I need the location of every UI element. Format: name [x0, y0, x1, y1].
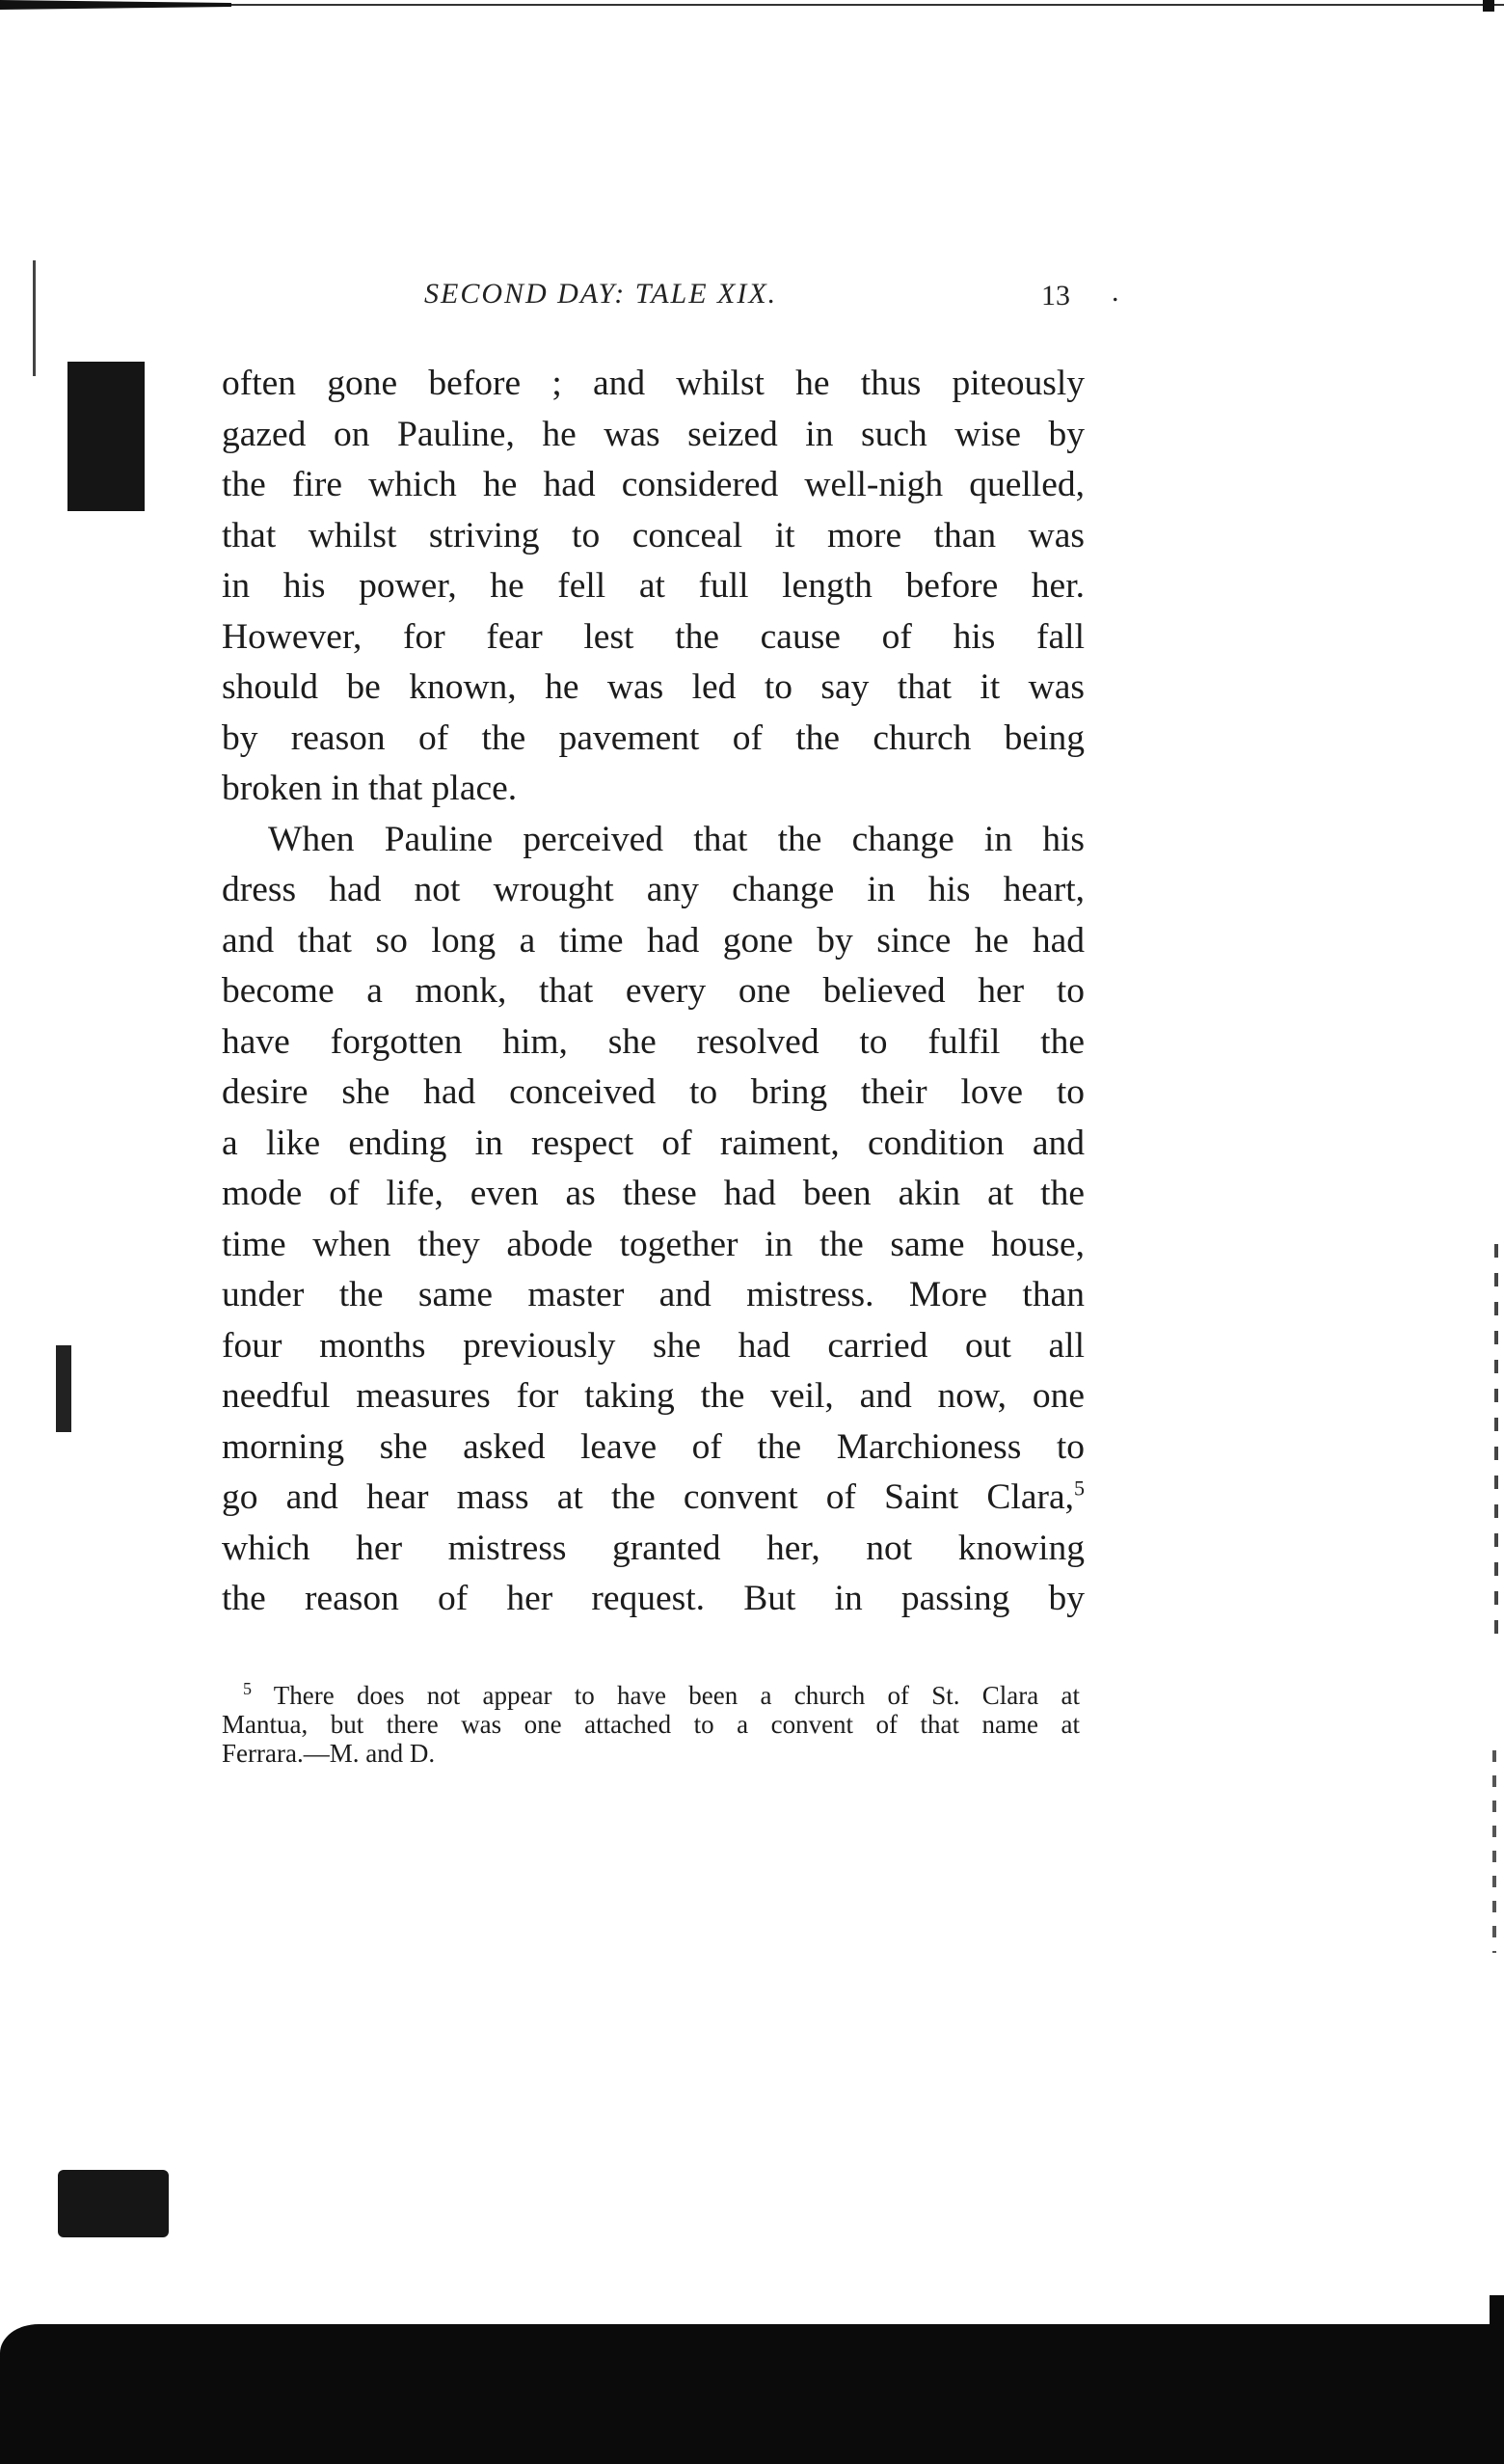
- text-line: should be known, he was led to say that it was: [222, 667, 1085, 707]
- text-line: the reason of her request. But in passing by: [222, 1579, 1085, 1618]
- binding-shadow-bottom: [58, 2170, 169, 2237]
- text-line: which her mistress granted her, not knowing: [222, 1528, 1085, 1568]
- right-edge-specks-lower: [1492, 1750, 1496, 1953]
- binding-shadow-top: [67, 362, 145, 511]
- text-line: four months previously she had carried out all: [222, 1325, 1085, 1366]
- footnote-marker: 5: [243, 1679, 252, 1698]
- text-line: and that so long a time had gone by since he had: [222, 920, 1085, 961]
- page-number: 13: [1041, 280, 1070, 311]
- text-line: have forgotten him, she resolved to fulfil the: [222, 1021, 1085, 1062]
- bottom-scan-edge: [0, 2324, 1504, 2464]
- text-line: time when they abode together in the same house,: [222, 1224, 1085, 1264]
- text-line: However, for fear lest the cause of his fall: [222, 616, 1085, 657]
- footnote-line: [222, 1681, 1080, 1710]
- binding-shadow-middle: [56, 1345, 71, 1432]
- text-line: by reason of the pavement of the church being: [222, 718, 1085, 758]
- text-line: a like ending in respect of raiment, condition and: [222, 1123, 1085, 1163]
- text-line: in his power, he fell at full length before her.: [222, 566, 1085, 606]
- text-line: become a monk, that every one believed her to: [222, 971, 1085, 1011]
- footnote-line: Ferrara.—M. and D.: [222, 1739, 436, 1768]
- text-line: that whilst striving to conceal it more than was: [222, 515, 1085, 555]
- text-line-content: go and hear mass at the convent of Saint Clara,: [222, 1477, 1074, 1517]
- right-edge-specks: [1494, 1244, 1498, 1649]
- body-text: [222, 359, 1085, 1625]
- top-corner-mark: [1483, 0, 1494, 12]
- running-head-title: SECOND DAY: TALE XIX.: [424, 278, 778, 310]
- text-line: needful measures for taking the veil, and now, one: [222, 1376, 1085, 1416]
- bottom-corner-edge: [1490, 2295, 1504, 2353]
- footnote-line: Mantua, but there was one attached to a convent of that name at: [222, 1710, 1080, 1739]
- footnote: [222, 1681, 1080, 1768]
- text-line: morning she asked leave of the Marchioness to: [222, 1426, 1085, 1467]
- text-line: gazed on Pauline, he was seized in such wise by: [222, 414, 1085, 454]
- text-line: under the same master and mistress. More than: [222, 1275, 1085, 1314]
- text-line: often gone before ; and whilst he thus piteously: [222, 364, 1085, 403]
- text-line: dress had not wrought any change in his heart,: [222, 870, 1085, 909]
- paragraph-start-line: When Pauline perceived that the change in his: [268, 819, 1085, 859]
- text-line: the fire which he had considered well-nigh quelled,: [222, 465, 1085, 504]
- left-margin-rule: [33, 260, 36, 376]
- text-line: broken in that place.: [222, 769, 518, 808]
- footnote-line-content: There does not appear to have been a church of St. Clara at: [273, 1681, 1081, 1710]
- running-head-mark: .: [1112, 276, 1119, 308]
- text-line-with-footnote-ref: [222, 1473, 1085, 1524]
- text-line: mode of life, even as these had been akin at the: [222, 1174, 1085, 1213]
- footnote-reference: 5: [1074, 1476, 1085, 1501]
- running-head: [424, 278, 1157, 326]
- text-line: desire she had conceived to bring their love to: [222, 1072, 1085, 1112]
